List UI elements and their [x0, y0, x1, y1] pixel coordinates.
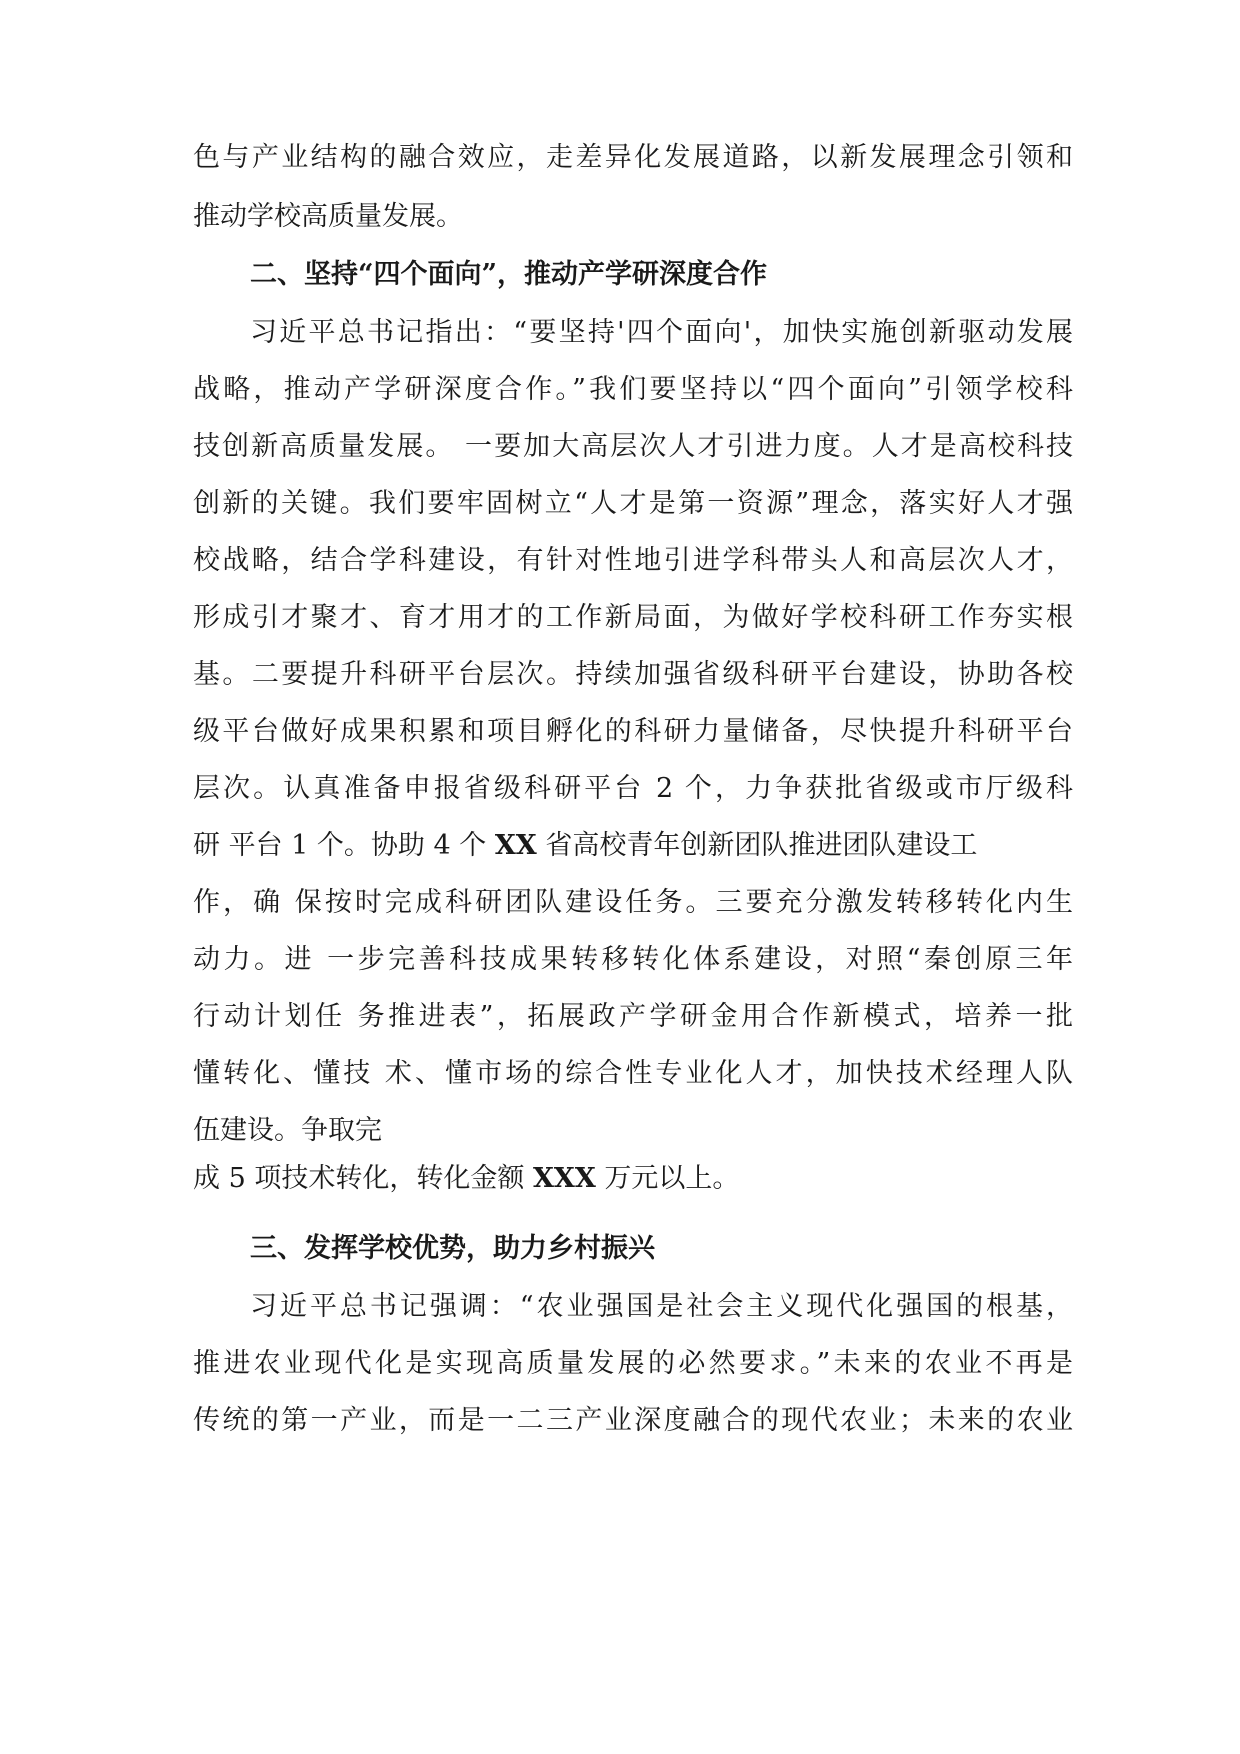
paragraph-line: 战略，推动产学研深度合作。”我们要坚持以“四个面向”引领学校科 — [193, 374, 1073, 405]
paragraph-line: 级平台做好成果积累和项目孵化的科研力量储备，尽快提升科研平台 — [193, 716, 1073, 747]
paragraph-line: 习近平总书记强调：“农业强国是社会主义现代化强国的根基， — [250, 1291, 1073, 1322]
paragraph-line: 作，确 保按时完成科研团队建设任务。三要充分激发转移转化内生 — [193, 887, 1073, 918]
paragraph-line: 习近平总书记指出：“要坚持'四个面向'，加快实施创新驱动发展 — [250, 317, 1073, 348]
section-heading: 三、发挥学校优势，助力乡村振兴 — [250, 1233, 655, 1264]
paragraph-line: 层次。认真准备申报省级科研平台 2 个，力争获批省级或市厅级科 — [193, 773, 1073, 804]
paragraph-line: 动力。进 一步完善科技成果转移转化体系建设，对照“秦创原三年 — [193, 944, 1073, 975]
paragraph-line: 基。二要提升科研平台层次。持续加强省级科研平台建设，协助各校 — [193, 659, 1073, 690]
text-run: 成 5 项技术转化，转化金额 — [193, 1163, 533, 1194]
paragraph-line: 创新的关键。我们要牢固树立“人才是第一资源”理念，落实好人才强 — [193, 488, 1073, 519]
paragraph-line: 懂转化、懂技 术、懂市场的综合性专业化人才，加快技术经理人队 — [193, 1058, 1073, 1089]
paragraph-line: 传统的第一产业，而是一二三产业深度融合的现代农业；未来的农业 — [193, 1405, 1073, 1436]
paragraph-line: 推动学校高质量发展。 — [193, 201, 463, 232]
paragraph-line: 形成引才聚才、育才用才的工作新局面，为做好学校科研工作夯实根 — [193, 602, 1073, 633]
paragraph-line: 色与产业结构的融合效应，走差异化发展道路，以新发展理念引领和 — [193, 142, 1073, 173]
text-run: 万元以上。 — [595, 1163, 740, 1194]
paragraph-line: 推进农业现代化是实现高质量发展的必然要求。”未来的农业不再是 — [193, 1348, 1073, 1379]
paragraph-line — [193, 826, 1073, 866]
paragraph-line: 伍建设。争取完 — [193, 1115, 382, 1146]
placeholder-xx: XX — [494, 830, 537, 861]
text-run: 省高校青年创新团队推进团队建设工 — [536, 830, 978, 861]
paragraph-line: 技创新高质量发展。 一要加大高层次人才引进力度。人才是高校科技 — [193, 431, 1073, 462]
paragraph-line: 校战略，结合学科建设，有针对性地引进学科带头人和高层次人才， — [193, 545, 1073, 576]
text-run: 研 平台 1 个。协助 4 个 — [193, 830, 495, 861]
placeholder-xxx: XXX — [532, 1163, 596, 1194]
paragraph-line — [193, 1159, 1073, 1199]
paragraph-line: 行动计划任 务推进表”，拓展政产学研金用合作新模式，培养一批 — [193, 1001, 1073, 1032]
section-heading: 二、坚持“四个面向”，推动产学研深度合作 — [250, 259, 768, 290]
